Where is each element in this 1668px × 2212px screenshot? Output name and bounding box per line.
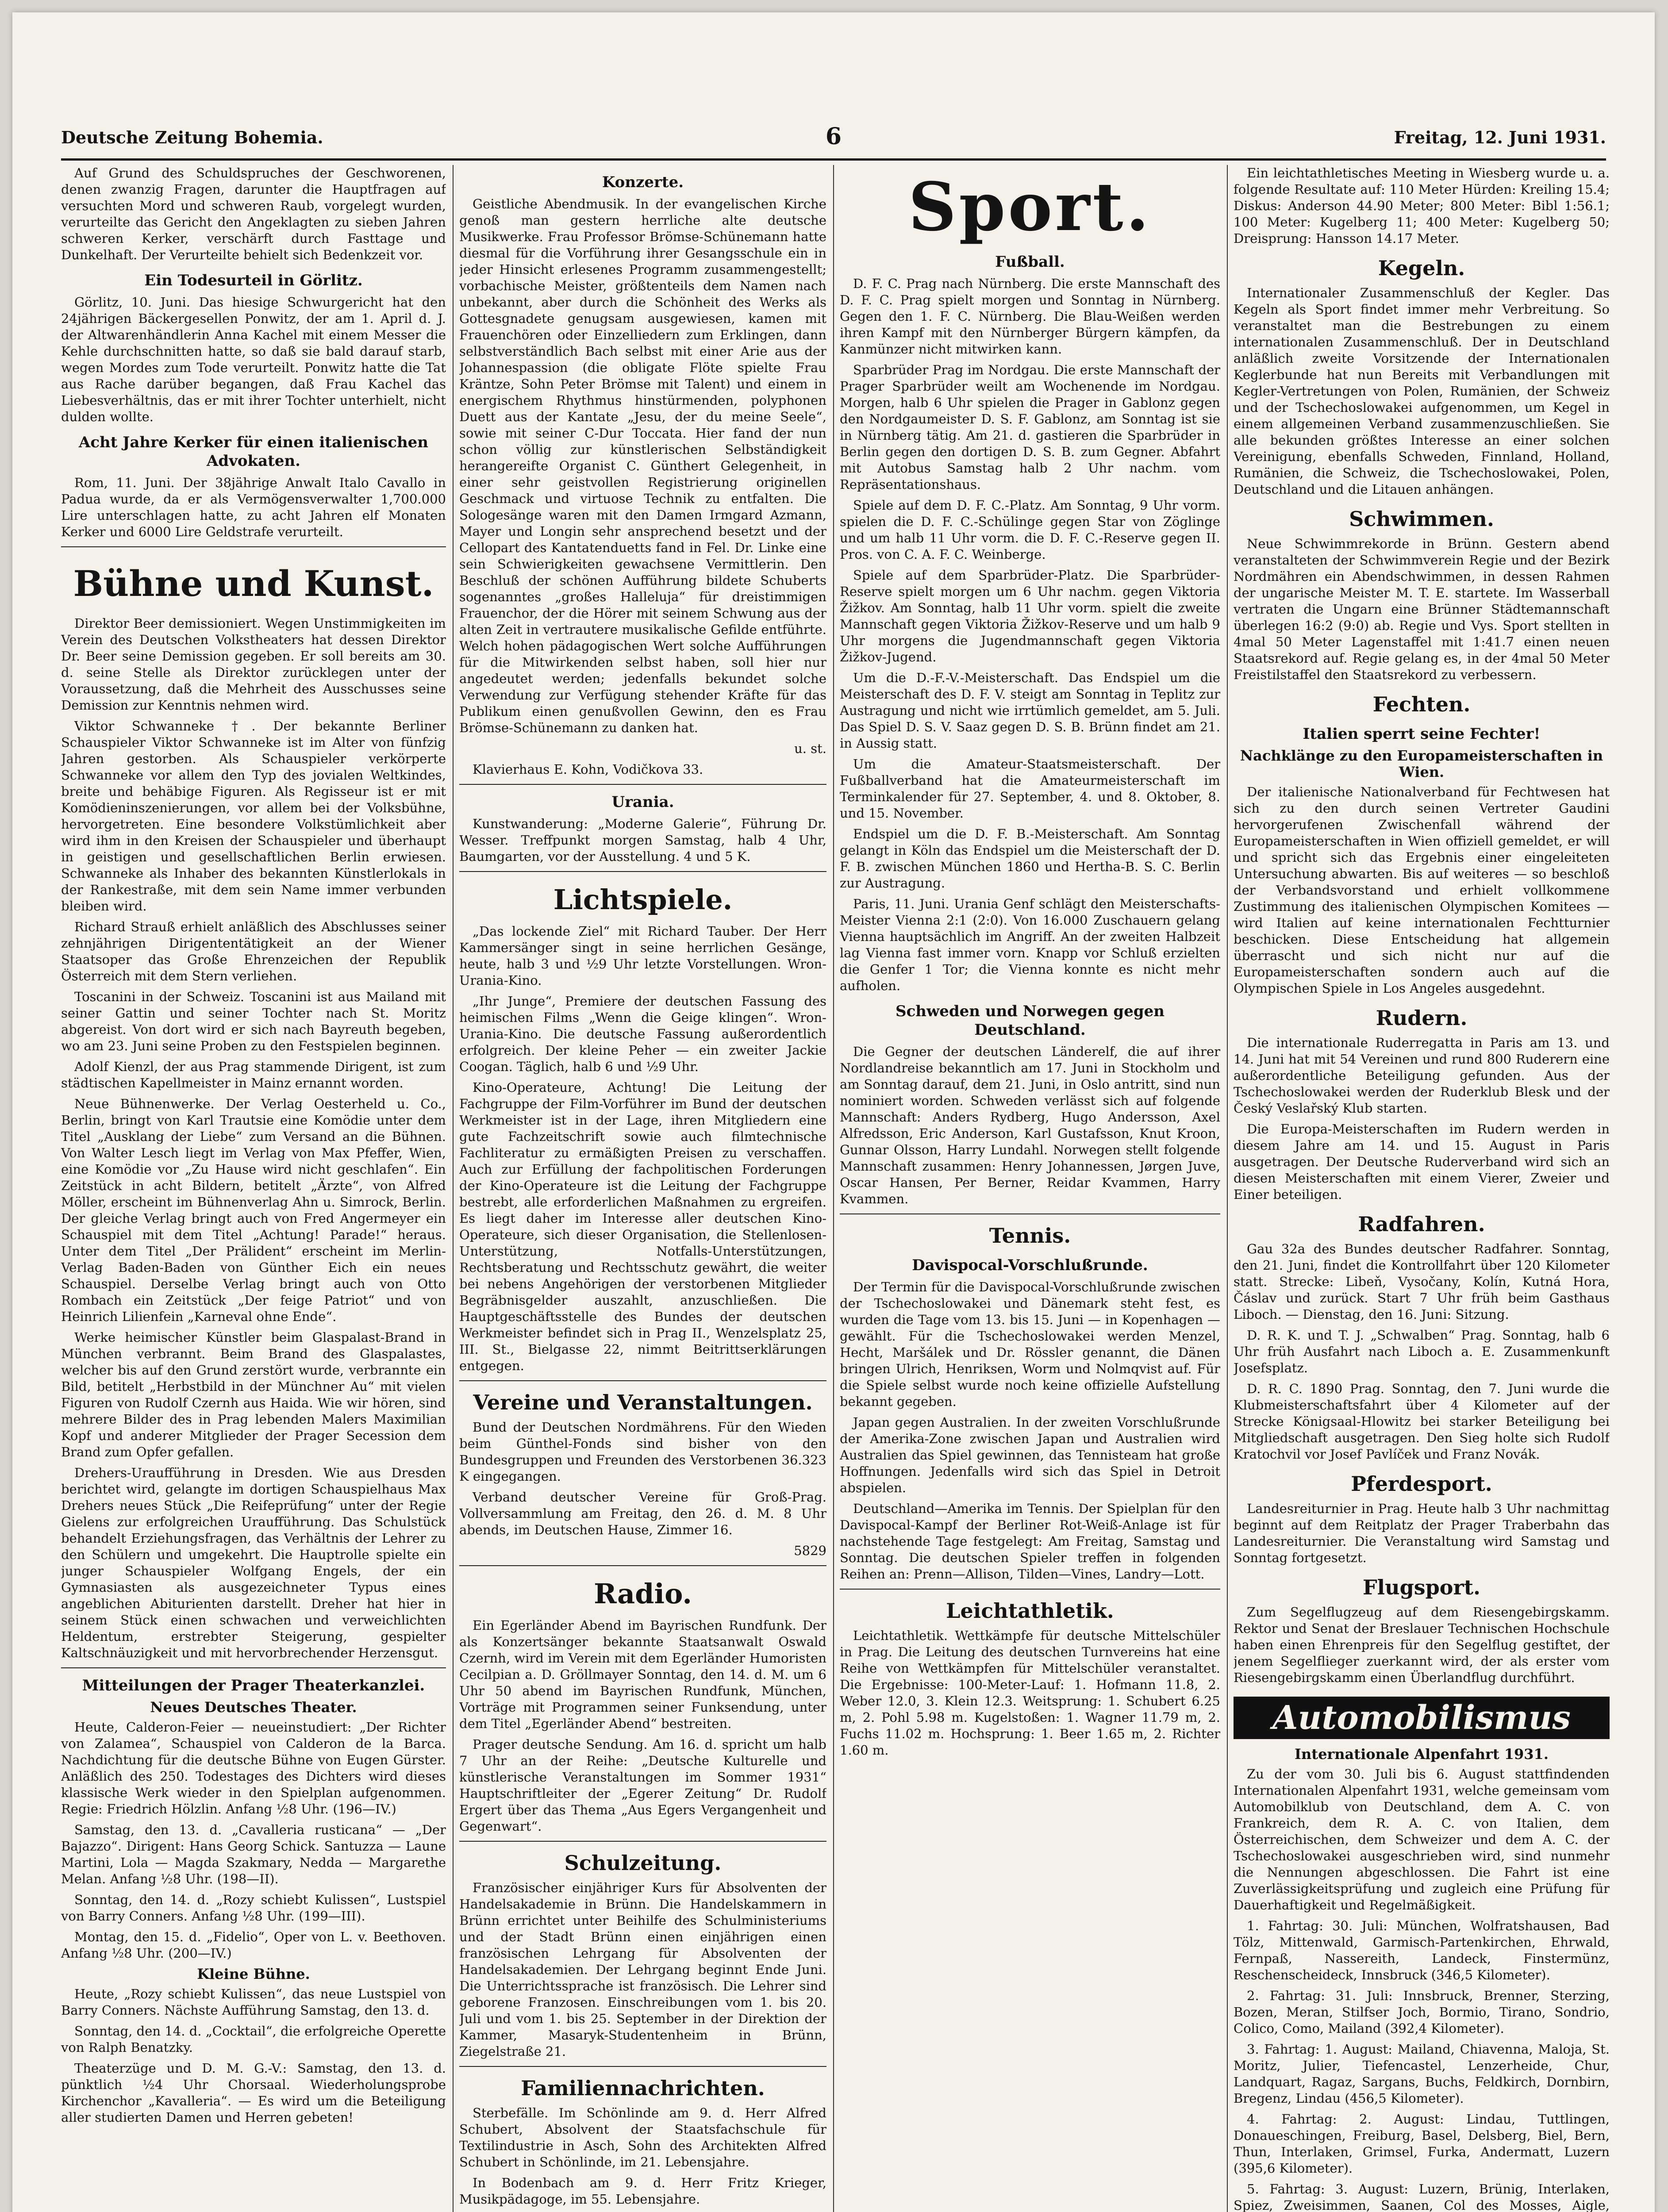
section-rule	[61, 546, 446, 547]
article-text: 5. Fahrtag: 3. August: Luzern, Brünig, Interlaken, Spiez, Zweisimmen, Saanen, Col des Mosses, Aigle,	[1234, 2181, 1610, 2212]
article-text: In Bodenbach am 9. d. Herr Fritz Krieger, Musikpädagoge, im 55. Lebensjahre.	[459, 2175, 826, 2207]
article-text: Werke heimischer Künstler beim Glaspalast-Brand in München verbrannt. Beim Brand des Glaspalastes, welcher bis auf den Grund zerstört wurde, verbrannte ein Bild, betitelt „Herbstbild in der Münchner Au“ mit vielen Figuren von Rudolf Czernh aus Haida. Wie wir hören, sind mehrere Bilder des in Prag lebenden Malers Maximilian Kopf und anderer Mitglieder der Prager Secession dem Brand zum Opfer gefallen.	[61, 1330, 446, 1459]
subsection-headline-schwimmen: Schwimmen.	[1349, 507, 1494, 531]
section-banner-automobilismus: Automobilismus	[1234, 1697, 1610, 1739]
article-text: Viktor Schwanneke †. Der bekannte Berliner Schauspieler Viktor Schwanneke ist im Alter von fünfzig Jahren gestorben. Als Schauspieler verkörperte Schwanneke vor allem den Typ des jovialen Weltkindes, breite und behäbige Figuren. Als Regisseur ist er mit Komödieninszenierungen, vor allem bei der Volksbühne, hervorgetreten. Eine besondere Volkstümlichkeit aber wird ihm in den Kreisen der Schauspieler und überhaupt in geistigen und gesellschaftlichen Berlin erwiesen. Schwanneke als Inhaber des bekannten Künstlerlokals in der Rankestraße, mit dem sein Name immer verbunden bleiben wird.	[61, 718, 446, 914]
reference-number: 5829	[794, 1543, 826, 1558]
article-text: Adolf Kienzl, der aus Prag stammende Dirigent, ist zum städtischen Kapellmeister in Mainz ernannt worden.	[61, 1059, 446, 1091]
section-headline-konzerte: Konzerte.	[602, 173, 684, 191]
article-text: Endspiel um die D. F. B.-Meisterschaft. Am Sonntag gelangt in Köln das Endspiel um die Meisterschaft der D. F. B. zwischen München 1860 und Hertha-B. S. C. Berlin zur Austragung.	[840, 826, 1220, 891]
article-text: Der Termin für die Davispocal-Vorschlußrunde zwischen der Tschechoslowakei und Dänemark steht fest, es wurden die Tage vom 13. bis 15. Juni — in Kopenhagen — gewählt. Für die Tschechoslowakei werden Menzel, Hecht, Maršálek und Dr. Rössler genannt, die Dänen bringen Ulrich, Henriksen, Worm und Nolmqvist auf. Für die Spiele selbst wurde noch keine offizielle Aufstellung bekannt gegeben.	[840, 1279, 1220, 1409]
article-text: Gau 32a des Bundes deutscher Radfahrer. Sonntag, den 21. Juni, findet die Kontrollfahrt über 120 Kilometer statt. Strecke: Libeň, Vysočany, Kolín, Kutná Hora, Čáslav und zurück. Start 7 Uhr früh beim Gasthaus Liboch. — Dienstag, den 16. Juni: Sitzung.	[1234, 1241, 1610, 1322]
article-text: Internationaler Zusammenschluß der Kegler. Das Kegeln als Sport findet immer mehr Verbreitung. So veranstaltet man die Bestrebungen zu einem internationalen Zusammenschluß. Der in Deutschland anläßlich zweite Vorsitzende der Internationalen Keglerbunde hat nun Bereits mit Verbandlungen mit Kegler-Vertretungen von Polen, Rumänien, der Schweiz und der Tschechoslowakei aufgenommen, um Kegel in einem allgemeinen Verband zusammenzuschließen. Sie alle bekunden größtes Interesse an einer solchen Vereinigung, ebenfalls Schweden, Finnland, Holland, Rumänien, die Schweiz, die Tschechoslowakei, Polen, Deutschland und die Litauen anhängen.	[1234, 285, 1610, 497]
article-text: Neue Schwimmrekorde in Brünn. Gestern abend veranstalteten der Schwimmverein Regie und der Bezirk Nordmähren ein Abendschwimmen, in dessen Rahmen der ungarische Meister M. T. E. startete. Im Wasserball vertraten die Ungarn eine Brünner Städtemannschaft überlegen 16:2 (9:0) ab. Regie und Vys. Sport stellten in 4mal 50 Meter Lagenstaffel mit 1:41.7 einen neuen Staatsrekord auf. Regie gelang es, in der 4mal 50 Meter Freistilstaffel den Staatsrekord zu verbessern.	[1234, 536, 1610, 682]
article-text: Geistliche Abendmusik. In der evangelischen Kirche genoß man gestern herrliche alte deutsche Musikwerke. Frau Professor Brömse-Schünemann hatte diesmal für die Vorführung ihrer Gesangsschule ein in jeder Hinsicht erlesenes Programm zusammengestellt; vorbachische Meister, größtenteils dem Namen nach unbekannt, aber durch die Schönheit des Werks als Gottesgnadete genugsam ausgewiesen, kamen mit Frauenchören oder Einzelliedern zum Erklingen, dann selbstverständlich Bach selbst mit einer Arie aus der Johannespassion (die obligate Flöte spielte Frau Kräntze, Sohn Peter Brömse mit Talent) und einem in energischem Rhythmus hinstürmenden, polyphonen Duett aus der Kantate „Jesu, der du meine Seele“, sowie mit seiner C-Dur Toccata. Hier fand der nun schon völlig zur künstlerischen Selbständigkeit herangereifte Organist C. Günthert Gelegenheit, in einer sehr geistvollen Registrierung originellen Geschmack und virtuose Technik zu entfalten. Die Sologesänge waren mit den Damen Irmgard Azmann, Mayer und Longin sehr ansprechend besetzt und der Cellopart des Kantatenduetts fand in Fel. Dr. Linke eine sein Schwierigkeiten gewachsene Vermittlerin. Den Beschluß der schönen Aufführung bildete Schuberts sogenanntes „großes Halleluja“ für dreistimmigen Frauenchor, der die Hörer mit seinem Schwung aus der alten Zeit in vertrautere musikalische Gefilde entführte. Welch hohen pädagogischen Wert solche Aufführungen für die Mitwirkenden selbst haben, soll hier nur angedeutet werden; jedenfalls bekundet solche Verwendung zur Verfügung stehender Kräfte für das Publikum einen genußvollen Gewinn, den es Frau Brömse-Schünemann zu danken hat.	[459, 196, 826, 735]
article-text: Spiele auf dem Sparbrüder-Platz. Die Sparbrüder-Reserve spielt morgen um 6 Uhr nachm. gegen Viktoria Žižkov. Am Sonntag, halb 11 Uhr vorm. spielt die zweite Mannschaft gegen Viktoria Žižkov-Reserve und um halb 9 Uhr morgens die Jugendmannschaft gegen Viktoria Žižkov-Jugend.	[840, 568, 1220, 664]
article-text: Neue Bühnenwerke. Der Verlag Oesterheld u. Co., Berlin, bringt von Karl Trautsie eine Komödie unter dem Titel „Ausklang der Liebe“ zum Versand an die Bühnen. Von Walter Lesch liegt im Verlag von Max Pfeffer, Wien, eine Komödie vor „Zu Hause wird nicht geschlafen“. Ein Zeitstück in acht Bildern, betitelt „Ärzte“, von Alfred Möller, erscheint im Bühnenverlag Ahn u. Simrock, Berlin. Der gleiche Verlag bringt auch von Fred Angermeyer ein Schauspiel mit dem Titel „Achtung! Parade!“ heraus. Unter dem Titel „Der Prälident“ erscheint im Merlin-Verlag Baden-Baden von Günther Eich ein neues Schauspiel. Derselbe Verlag bringt auch von Otto Rombach ein Zeitstück „Der feige Patriot“ und von Heinrich Lilienfein „Karneval ohne Ende“.	[61, 1096, 446, 1324]
section-rule	[459, 871, 826, 872]
article-text: Die internationale Ruderregatta in Paris am 13. und 14. Juni hat mit 54 Vereinen und rund 800 Ruderern eine außerordentliche Beteiligung gefunden. Aus der Tschechoslowakei werden der Ruderklub Blesk und der Český Veslařský Klub starten.	[1234, 1035, 1610, 1116]
article-text: 2. Fahrtag: 31. Juli: Innsbruck, Brenner, Sterzing, Bozen, Meran, Stilfser Joch, Bormio, Tirano, Sondrio, Colico, Como, Mailand (392,4 Kilometer).	[1234, 1988, 1610, 2036]
column-divider	[453, 165, 454, 2212]
column-2	[459, 165, 826, 2212]
article-text: Kunstwanderung: „Moderne Galerie“, Führung Dr. Wesser. Treffpunkt morgen Samstag, halb 4 Uhr, Baumgarten, vor der Ausstellung. 4 und 5 K.	[459, 816, 826, 864]
article-headline: Italien sperrt seine Fechter!	[1303, 725, 1541, 743]
section-headline-schulzeitung: Schulzeitung.	[564, 1851, 722, 1875]
page-header	[61, 123, 1606, 154]
article-text: Landesreiturnier in Prag. Heute halb 3 Uhr nachmittag beginnt auf dem Reitplatz der Prager Traberbahn das Landesreiturnier. Die Veranstaltung wird Samstag und Sonntag fortgesetzt.	[1234, 1501, 1610, 1565]
section-headline-sport: Sport.	[908, 168, 1152, 246]
column-3	[840, 165, 1220, 2212]
article-text: Deutschland—Amerika im Tennis. Der Spielplan für den Davispocal-Kampf der Berliner Rot-Weiß-Anlage ist für nachstehende Tage festgelegt: Am Freitag, Samstag und Sonntag. Die deutschen Spieler treffen in folgenden Reihen an: Prenn—Allison, Tilden—Vines, Landry—Lott.	[840, 1501, 1220, 1582]
section-rule	[61, 1667, 446, 1668]
article-text: Theaterzüge und D. M. G.-V.: Samstag, den 13. d. pünktlich ½4 Uhr Chorsaal. Wiederholungsprobe Kirchenchor „Kavalleria“. — Es wird um die Beteiligung aller studierten Damen und Herren gebeten!	[61, 2061, 446, 2125]
article-text: D. F. C. Prag nach Nürnberg. Die erste Mannschaft des D. F. C. Prag spielt morgen und Sonntag in Nürnberg. Gegen den 1. F. C. Nürnberg. Die Blau-Weißen werden ihren Kampf mit den Nürnberger Bürgern kämpfen, da Kanmünzer nicht mitwirken kann.	[840, 276, 1220, 357]
article-text: Bund der Deutschen Nordmährens. Für den Wieden beim Günthel-Fonds sind bisher von den Bundesgruppen und Freunden des Verstorbenen 36.323 K eingegangen.	[459, 1420, 826, 1484]
article-text: Die Europa-Meisterschaften im Rudern werden in diesem Jahre am 14. und 15. August in Paris ausgetragen. Der Deutsche Ruderverband wird sich an diesen Meisterschaften mit einem Vierer, Zweier und Einer beteiligen.	[1234, 1121, 1610, 1202]
article-text: Verband deutscher Vereine für Groß-Prag. Vollversammlung am Freitag, den 26. d. M. 8 Uhr abends, im Deutschen Hause, Zimmer 16.	[459, 1490, 826, 1537]
article-text: Japan gegen Australien. In der zweiten Vorschlußrunde der Amerika-Zone zwischen Japan und Australien wird Australien das Spiel gewinnen, das Tennisteam hat große Hoffnungen. Jedenfalls wird sich das Spiel in Detroit abspielen.	[840, 1415, 1220, 1495]
article-text: 4. Fahrtag: 2. August: Lindau, Tuttlingen, Donaueschingen, Freiburg, Basel, Delsberg, Biel, Bern, Thun, Interlaken, Grimsel, Furka, Andermatt, Luzern (395,6 Kilometer).	[1234, 2112, 1610, 2176]
article-text: Zum Segelflugzeug auf dem Riesengebirgskamm. Rektor und Senat der Breslauer Technischen Hochschule haben einen Ehrenpreis für den Segelflug gestiftet, der jenem Segelflieger zuerkannt wird, der als erster vom Riesengebirgskamm einen Überlandflug durchführt.	[1234, 1605, 1610, 1685]
subheadline: Nachklänge zu den Europameisterschaften in Wien.	[1240, 747, 1603, 780]
article-text: Direktor Beer demissioniert. Wegen Unstimmigkeiten im Verein des Deutschen Volkstheaters hat dessen Direktor Dr. Beer seine Demission gegeben. Er soll bereits am 30. d. seine Stelle als Direktor zurücklegen unter der Voraussetzung, daß die Mehrheit des Ausschusses seine Demission zur Kenntnis nehmen wird.	[61, 616, 446, 713]
article-text: Richard Strauß erhielt anläßlich des Abschlusses seiner zehnjährigen Dirigententätigkeit an der Wiener Staatsoper das Große Ehrenzeichen der Republik Österreich mit dem Stern verliehen.	[61, 919, 446, 983]
article-text: Zu der vom 30. Juli bis 6. August stattfindenden Internationalen Alpenfahrt 1931, welche gemeinsam vom Automobilklub von Deutschland, dem A. C. von Frankreich, dem R. A. C. von Italien, dem Österreichischen, dem Schweizer und dem A. C. der Tschechoslowakei ausgeschrieben wird, sind nunmehr die Nennungen abgeschlossen. Die Fahrt ist eine Zuverlässigkeitsprüfung und zugleich eine Prüfung für Dauerhaftigkeit und Regelmäßigkeit.	[1234, 1767, 1610, 1912]
article-text: 1. Fahrtag: 30. Juli: München, Wolfratshausen, Bad Tölz, Mittenwald, Garmisch-Partenkirchen, Ehrwald, Fernpaß, Nassereith, Landeck, Finstermünz, Reschenscheideck, Innsbruck (346,5 Kilometer).	[1234, 1918, 1610, 1982]
section-rule	[459, 1380, 826, 1381]
article-text: Französischer einjähriger Kurs für Absolventen der Handelsakademie in Brünn. Die Handelskammern in Brünn errichtet unter Beihilfe des Schulministeriums und der Stadt Brünn einen einjährigen einen französischen Lehrgang für Absolventen der Handelsakademien. Der Lehrgang beginnt Ende Juni. Die Unterrichtssprache ist französisch. Die Lehrer sind geborene Franzosen. Einschreibungen vom 1. bis 20. Juli und vom 1. bis 25. September in der Direktion der Kammer, Masaryk-Studentenheim in Brünn, Ziegelstraße 21.	[459, 1880, 826, 2059]
subheadline: Neues Deutsches Theater.	[150, 1699, 357, 1716]
article-text: Kino-Operateure, Achtung! Die Leitung der Fachgruppe der Film-Vorführer im Bund der deutschen Werkmeister ist in der Lage, ihren Mitgliedern eine gute Fachzeitschrift sowie auch filmtechnische Fachliteratur zu ermäßigten Preisen zu verschaffen. Auch zur Erfüllung der fachpolitischen Forderungen der Kino-Operateure ist die Leitung der Fachgruppe bestrebt, alle erforderlichen Maßnahmen zu ergreifen. Es liegt daher im Interesse aller deutschen Kino-Operateure, sich dieser Organisation, die Stellenlosen-Unterstützung, Notfalls-Unterstützungen, Rechtsberatung und Rechtsschutz gewährt, die weiter bei nebens Angehörigen der verstorbenen Mitglieder Begräbnisgelder auszahlt, anzuschließen. Die Hauptgeschäftsstelle des Bundes der deutschen Werkmeister befindet sich in Prag II., Wenzelsplatz 25, III. St., Bielgasse 22, nimmt Beitrittserklärungen entgegen.	[459, 1080, 826, 1373]
column-divider	[833, 165, 834, 2212]
article-text: 3. Fahrtag: 1. August: Mailand, Chiavenna, Maloja, St. Moritz, Julier, Tiefencastel, Lenzerheide, Chur, Landquart, Ragaz, Sargans, Buchs, Feldkirch, Dornbirn, Bregenz, Lindau (456,5 Kilometer).	[1234, 2042, 1610, 2106]
section-rule	[459, 2066, 826, 2067]
article-text: „Das lockende Ziel“ mit Richard Tauber. Der Herr Kammersänger singt in seine herrlichen Gesänge, heute, halb 3 und ½9 Uhr letzte Vorstellungen. Wron-Urania-Kino.	[459, 924, 826, 988]
column-1	[61, 165, 446, 2212]
article-text: Görlitz, 10. Juni. Das hiesige Schwurgericht hat den 24jährigen Bäckergesellen Ponwitz, der am 1. April d. J. der Altwarenhändlerin Anna Kachel mit einem Messer die Kehle durchschnitten hatte, so daß sie bald darauf starb, wegen Mordes zum Tode verurteilt. Ponwitz hatte die Tat aus Rache darüber begangen, daß Frau Kachel das Liebesverhältnis, das er mit ihrer Tochter unterhielt, nicht dulden wollte.	[61, 295, 446, 424]
article-text: Drehers-Uraufführung in Dresden. Wie aus Dresden berichtet wird, gelangte im dortigen Schauspielhaus Max Drehers neues Stück „Die Reifeprüfung“ unter der Regie Gielens zur erfolgreichen Uraufführung. Das Schulstück behandelt Erziehungsfragen, das Verhältnis der Lehrer zu den Schülern und umgekehrt. Die Hauptrolle spielte ein junger Schauspieler Wolfgang Engels, der ein Gymnasiasten als ausgezeichneter Typus eines angeblichen Abiturienten darstellt. Dreher hat hier in seinem Stück einen schwachen und verweichlichten Heldentum, erstrebter Steigerung, gespielter Kaltschnäuzigkeit und mit hervorbrechender Herzensgut.	[61, 1465, 446, 1660]
article-text: Ein Egerländer Abend im Bayrischen Rundfunk. Der als Konzertsänger bekannte Staatsanwalt Oswald Czernh, wird im Verein mit dem Egerländer Humoristen Cecilpian a. D. Gröllmayer Sonntag, den 14. d. M. um 6 Uhr 50 abend im Bayrischen Rundfunk, München, Vorträge mit Programmen seiner Funksendung, unter dem Titel „Egerländer Abend“ bestreiten.	[459, 1618, 826, 1731]
masthead-title: Deutsche Zeitung Bohemia.	[61, 127, 323, 147]
section-rule	[840, 1589, 1220, 1590]
subheadline: Internationale Alpenfahrt 1931.	[1295, 1746, 1549, 1763]
section-headline-buehne-und-kunst: Bühne und Kunst.	[73, 563, 434, 604]
article-text: Samstag, den 13. d. „Cavalleria rusticana“ — „Der Bajazzo“. Dirigent: Hans Georg Schick. Santuzza — Laune Martini, Lola — Magda Szakmary, Nedda — Margarethe Melan. Anfang ½8 Uhr. (198—II).	[61, 1822, 446, 1886]
article-text: Die Gegner der deutschen Länderelf, die auf ihrer Nordlandreise bekanntlich am 17. Juni in Stockholm und am Sonntag darauf, dem 21. Juni, in Oslo antritt, sind nun nominiert worden. Schweden verlässt sich auf folgende Mannschaft: Anders Rydberg, Hugo Andersson, Axel Alfredsson, Eric Anderson, Karl Gustafsson, Knut Kroon, Gunnar Olsson, Harry Lundahl. Norwegen stellt folgende Mannschaft zusammen: Henry Johannessen, Jørgen Juve, Oscar Hansen, Per Berner, Reidar Kvammen, Harry Kvammen.	[840, 1044, 1220, 1206]
article-text: D. R. C. 1890 Prag. Sonntag, den 7. Juni wurde die Klubmeisterschaftsfahrt über 4 Kilometer auf der Strecke Königsaal-Hlowitz bei starker Beteiligung bei Mitgliedschaft ausgetragen. Den Sieg holte sich Rudolf Kratochvil vor Josef Pavlíček und Franz Novák.	[1234, 1381, 1610, 1462]
article-headline: Schweden und Norwegen gegen Deutschland.	[895, 1002, 1165, 1039]
subsection-headline-rudern: Rudern.	[1376, 1006, 1468, 1030]
article-text: Rom, 11. Juni. Der 38jährige Anwalt Italo Cavallo in Padua wurde, da er als Vermögensverwalter 1,700.000 Lire unterschlagen hatte, zu acht Jahren elf Monaten Kerker und 6000 Lire Geldstrafe verurteilt.	[61, 475, 446, 539]
section-headline-lichtspiele: Lichtspiele.	[553, 883, 733, 916]
article-text: Ein leichtathletisches Meeting in Wiesberg wurde u. a. folgende Resultate auf: 110 Meter Hürden: Kreiling 15.4; Diskus: Anderson 44.90 Meter; 800 Meter: Bibl 1:56.1; 100 Meter: Kugelberg 11; 400 Meter: Kugelberg 50; Dreisprung: Hansson 14.17 Meter.	[1234, 165, 1610, 246]
subsection-headline-fussball: Fußball.	[995, 253, 1065, 271]
column-divider	[1227, 165, 1228, 2212]
article-text: Paris, 11. Juni. Urania Genf schlägt den Meisterschafts-Meister Vienna 2:1 (2:0). Von 16.000 Zuschauern gelang Vienna hauptsächlich im Angriff. An der zweiten Halbzeit lag Vienna fast immer vorn. Knapp vor Schluß erzielten die Genfer 1 Tor; die Vienna konnte es nicht mehr aufholen.	[840, 896, 1220, 993]
subheadline: Kleine Bühne.	[197, 1966, 310, 1982]
article-text: Sonntag, den 14. d. „Rozy schiebt Kulissen“, Lustspiel von Barry Conners. Anfang ½8 Uhr. (199—III).	[61, 1892, 446, 1924]
section-headline-urania: Urania.	[611, 793, 674, 811]
author-signature: u. st.	[794, 741, 826, 756]
article-text: Um die D.-F.-V.-Meisterschaft. Das Endspiel um die Meisterschaft des D. F. V. steigt am Sonntag in Teplitz zur Austragung und nicht wie irrtümlich gemeldet, am 5. Juli. Das Spiel D. S. V. Saaz gegen D. S. B. Brünn findet am 21. in Aussig statt.	[840, 670, 1220, 751]
column-4	[1234, 165, 1610, 2212]
article-text: Sterbefälle. Im Schönlinde am 9. d. Herr Alfred Schubert, Absolvent der Staatsfachschule für Textilindustrie in Asch, Sohn des Architekten Alfred Schubert in Schönlinde, im 21. Lebensjahre.	[459, 2105, 826, 2170]
article-headline: Mitteilungen der Prager Theaterkanzlei.	[82, 1677, 425, 1694]
section-headline-radio: Radio.	[594, 1578, 692, 1610]
section-rule	[459, 1841, 826, 1842]
article-text: Der italienische Nationalverband für Fechtwesen hat sich zu den durch seinen Vertreter Gaudini hervorgerufenen Zwischenfall während der Europameisterschaften in Wien offiziell gemeldet, er will und spricht sich das Ergebnis einer eingeleiteten Untersuchung abwarten. Bis auf weiteres — so beschloß der Verbandsvorstand und erhielt vollkommene Zustimmung des italienischen Olympischen Komitees — wird Italien auf keine internationalen Fechtturnier beschicken. Diese Entscheidung hat allgemein überrascht und sich nicht nur auf die Europameisterschaften sondern auch auf die Olympischen Spiele in Los Angeles ausgedehnt.	[1234, 784, 1610, 996]
subsection-headline-tennis: Tennis.	[989, 1224, 1071, 1248]
subsection-headline-leichtathletik: Leichtathletik.	[946, 1599, 1114, 1623]
page-number: 6	[825, 123, 842, 150]
newspaper-page	[12, 12, 1655, 2212]
article-headline: Acht Jahre Kerker für einen italienischen Advokaten.	[78, 434, 429, 470]
subsection-headline-radfahren: Radfahren.	[1358, 1212, 1485, 1236]
article-text: D. R. K. und T. J. „Schwalben“ Prag. Sonntag, halb 6 Uhr früh Ausfahrt nach Liboch a. E. Zusammenkunft Josefsplatz.	[1234, 1328, 1610, 1375]
article-text: Heute, Calderon-Feier — neueinstudiert: „Der Richter von Zalamea“, Schauspiel von Calderon de la Barca. Nachdichtung für die deutsche Bühne von Eugen Gürster. Anläßlich des 250. Todestages des Dichters wird dieses klassische Werk wieder in den Spielplan aufgenommen. Regie: Friedrich Hölzlin. Anfang ½8 Uhr. (196—IV.)	[61, 1720, 446, 1816]
section-rule	[459, 1565, 826, 1566]
subsection-headline-kegeln: Kegeln.	[1378, 256, 1465, 280]
advertisement-text: Klavierhaus E. Kohn, Vodičkova 33.	[473, 762, 703, 777]
issue-date: Freitag, 12. Juni 1931.	[1394, 127, 1606, 147]
article-text: Montag, den 15. d. „Fidelio“, Oper von L. v. Beethoven. Anfang ½8 Uhr. (200—IV.)	[61, 1929, 446, 1961]
article-text: Heute, „Rozy schiebt Kulissen“, das neue Lustspiel von Barry Conners. Nächste Aufführung Samstag, den 13. d.	[61, 1986, 446, 2018]
subsection-headline-flugsport: Flugsport.	[1363, 1575, 1480, 1599]
article-text: Leichtathletik. Wettkämpfe für deutsche Mittelschüler in Prag. Die Leitung des deutschen Turnvereins hat eine Reihe von Wettkämpfen für Mittelschüler veranstaltet. Die Ergebnisse: 100-Meter-Lauf: 1. Hofmann 11.8, 2. Weber 12.0, 3. Klein 12.3. Weitsprung: 1. Schubert 6.25 m, 2. Pohl 5.98 m. Kugelstoßen: 1. Wagner 11.79 m, 2. Fuchs 11.02 m. Hochsprung: 1. Beer 1.65 m, 2. Richter 1.60 m.	[840, 1628, 1220, 1758]
article-text: Toscanini in der Schweiz. Toscanini ist aus Mailand mit seiner Gattin und seiner Tochter nach St. Moritz abgereist. Von dort wird er sich nach Bayreuth begeben, wo am 23. Juni seine Proben zu den Festspielen beginnen.	[61, 989, 446, 1053]
article-text: Prager deutsche Sendung. Am 16. d. spricht um halb 7 Uhr an der Reihe: „Deutsche Kulturelle und künstlerische Veranstaltungen im Sommer 1931“ Hauptschriftleiter der „Egerer Zeitung“ Dr. Rudolf Ergert über das Thema „Aus Egers Vergangenheit und Gegenwart“.	[459, 1737, 826, 1834]
article-text: Auf Grund des Schuldspruches der Geschworenen, denen zwanzig Fragen, darunter die Hauptfragen auf versuchten Mord und schweren Raub, vorgelegt wurden, verurteilte das Gericht den Angeklagten zu sieben Jahren schweren Kerker, verschärft durch Fasttage und Dunkelhaft. Der Verurteilte behielt sich Bedenkzeit vor.	[61, 165, 446, 262]
subsection-headline-fechten: Fechten.	[1372, 692, 1471, 716]
section-rule	[459, 784, 826, 785]
section-headline-familiennachrichten: Familiennachrichten.	[521, 2076, 765, 2100]
subsection-headline-pferdesport: Pferdesport.	[1351, 1472, 1492, 1496]
article-text: Um die Amateur-Staatsmeisterschaft. Der Fußballverband hat die Amateurmeisterschaft im Terminkalender für 27. September, 4. und 8. Oktober, 8. und 15. November.	[840, 757, 1220, 821]
article-text: Spiele auf dem D. F. C.-Platz. Am Sonntag, 9 Uhr vorm. spielen die D. F. C.-Schülinge gegen Star von Zöglinge und um halb 11 Uhr vorm. die D. F. C.-Reserve gegen II. Pros. von C. A. F. C. Weinberge.	[840, 498, 1220, 562]
article-text: Sonntag, den 14. d. „Cocktail“, die erfolgreiche Operette von Ralph Benatzky.	[61, 2024, 446, 2055]
header-rule	[61, 158, 1606, 161]
section-headline-vereine: Vereine und Veranstaltungen.	[473, 1390, 813, 1414]
article-text: „Ihr Junge“, Premiere der deutschen Fassung des heimischen Films „Wenn die Geige klingen“. Wron-Urania-Kino. Die deutsche Fassung außerordentlich erfolgreich. Der kleine Peher — ein zweiter Jackie Coogan. Täglich, halb 6 und ½9 Uhr.	[459, 994, 826, 1074]
article-headline: Davispocal-Vorschlußrunde.	[912, 1256, 1148, 1274]
article-headline: Ein Todesurteil in Görlitz.	[144, 272, 363, 289]
article-text: Sparbrüder Prag im Nordgau. Die erste Mannschaft der Prager Sparbrüder weilt am Wochenende im Nordgau. Morgen, halb 6 Uhr spielen die Prager in Gablonz gegen den Nordgaumeister D. S. F. Gablonz, am Sonntag ist sie in Nürnberg tätig. Am 21. d. gastieren die Sparbrüder in Berlin gegen den dortigen D. S. B. zum Gegner. Abfahrt mit Autobus Samstag halb 2 Uhr nachm. vom Repräsentationshaus.	[840, 362, 1220, 492]
